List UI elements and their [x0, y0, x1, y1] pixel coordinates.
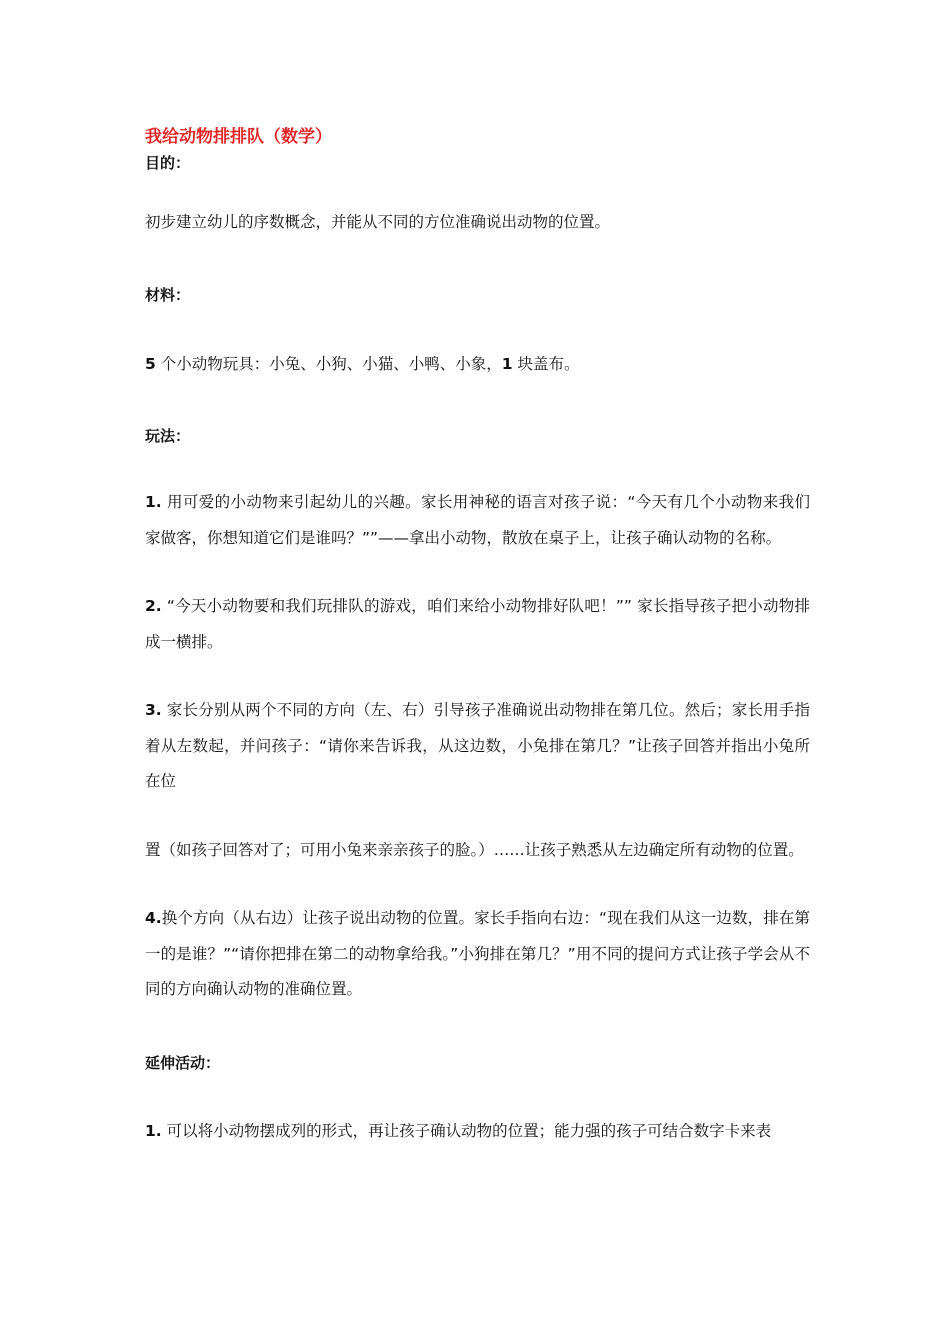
materials-count: 5	[145, 354, 156, 373]
step-number: 1.	[145, 493, 162, 511]
document-body	[145, 124, 810, 1149]
step-text: 用可爱的小动物来引起幼儿的兴趣。家长用神秘的语言对孩子说：“今天有几个小动物来我们家做客，你想知道它们是谁吗？””——拿出小动物，散放在桌子上，让孩子确认动物的名称。	[145, 493, 810, 547]
step-3	[145, 693, 810, 800]
goal-heading: 目的：	[145, 154, 191, 172]
step-1	[145, 485, 810, 556]
step-text: “今天小动物要和我们玩排队的游戏，咱们来给小动物排好队吧！”” 家长指导孩子把小动物排成一横排。	[145, 597, 810, 651]
extension-heading: 延伸活动：	[145, 1053, 221, 1072]
play-heading: 玩法：	[145, 427, 191, 445]
step-4	[145, 901, 810, 1008]
step-number: 4.	[145, 909, 162, 927]
extension-step-1	[145, 1114, 810, 1150]
step-text: 可以将小动物摆成列的形式，再让孩子确认动物的位置；能力强的孩子可结合数字卡来表	[161, 1121, 772, 1140]
cover-count: 1	[501, 354, 513, 373]
step-2	[145, 589, 810, 660]
materials-heading: 材料：	[145, 285, 191, 304]
step-3-continued	[145, 833, 810, 869]
step-text: 置（如孩子回答对了；可用小兔来亲亲孩子的脸。）……让孩子熟悉从左边确定所有动物的位置。	[145, 840, 804, 859]
goal-text	[145, 205, 810, 241]
goal-text-content: 初步建立幼儿的序数概念，并能从不同的方位准确说出动物的位置。	[145, 213, 611, 231]
materials-list: 个小动物玩具：小兔、小狗、小猫、小鸭、小象，	[155, 354, 502, 373]
step-number: 3.	[145, 701, 162, 719]
step-number: 2.	[145, 597, 162, 615]
step-number: 1.	[145, 1121, 162, 1140]
materials-text	[145, 347, 810, 383]
cover-text: 块盖布。	[512, 354, 580, 373]
document-title: 我给动物排排队（数学）	[145, 127, 332, 147]
step-text: 家长分别从两个不同的方向（左、右）引导孩子准确说出动物排在第几位。然后；家长用手指着从左数起，并问孩子：“请你来告诉我，从这边数，小兔排在第几？”让孩子回答并指出小兔所在位	[145, 701, 810, 790]
step-text: 换个方向（从右边）让孩子说出动物的位置。家长手指向右边：“现在我们从这一边数，排在第一的是谁？”“请你把排在第二的动物拿给我。”小狗排在第几？”用不同的提问方式让孩子学会从不同的方向确认动物的准确位置。	[145, 909, 810, 998]
